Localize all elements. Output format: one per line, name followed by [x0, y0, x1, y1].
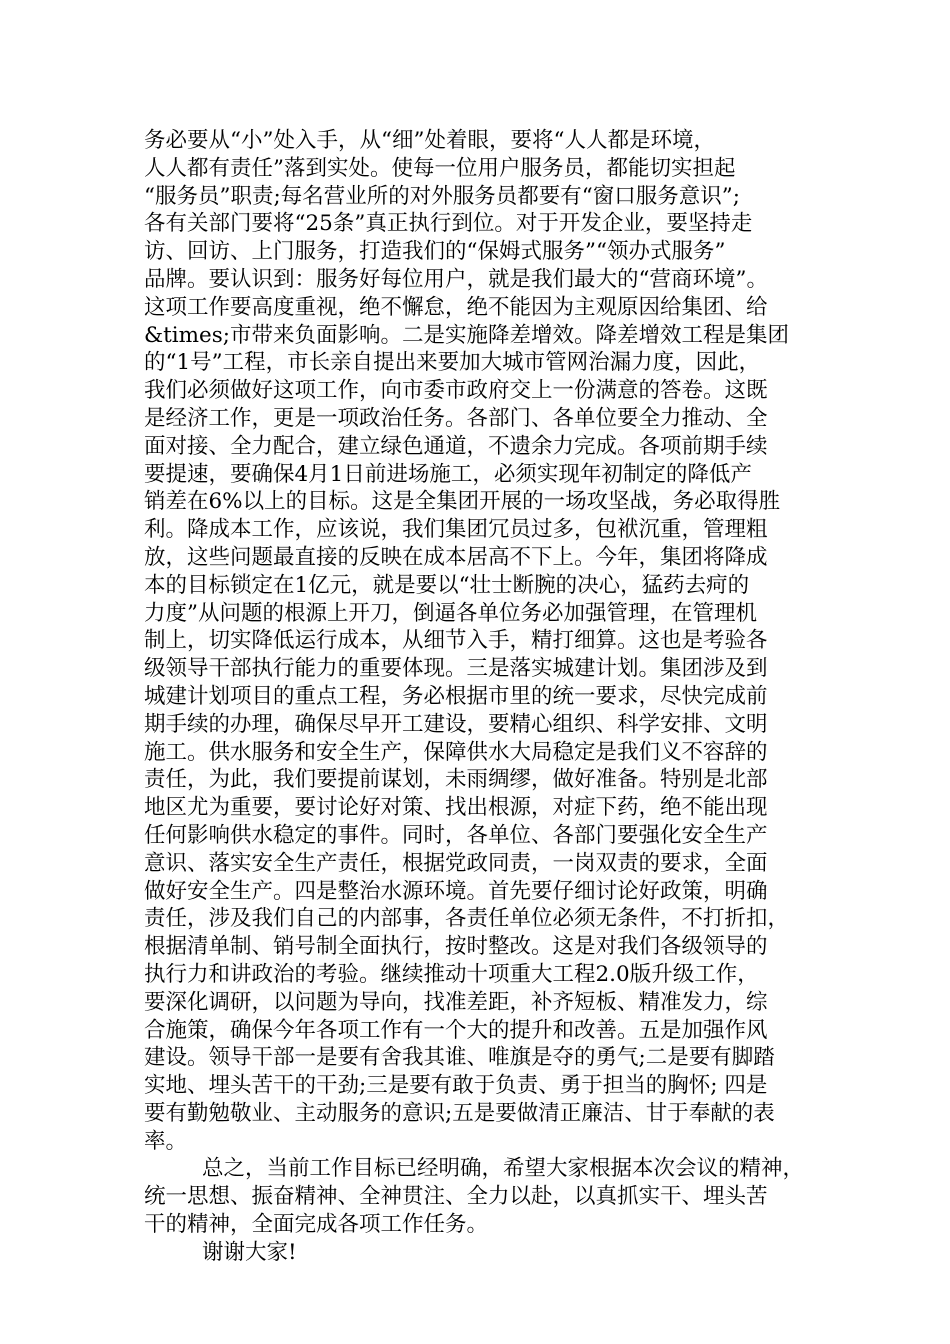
text-line: 放，这些问题最直接的反映在成本居高不下上。今年，集团将降成 — [144, 544, 768, 570]
text-line: 制上，切实降低运行成本，从细节入手，精打细算。这也是考验各 — [144, 628, 768, 654]
text-line: 销差在6%以上的目标。这是全集团开展的一场攻坚战，务必取得胜 — [144, 489, 781, 515]
document-page — [144, 127, 812, 1267]
text-line: 这项工作要高度重视，绝不懈怠，绝不能因为主观原因给集团、给 — [144, 294, 768, 320]
closing-paragraph — [144, 1155, 812, 1238]
text-line: 责任，涉及我们自己的内部事，各责任单位必须无条件，不打折扣， — [144, 906, 790, 932]
text-line: 执行力和讲政治的考验。继续推动十项重大工程2.0版升级工作， — [144, 961, 759, 987]
text-line: 地区尤为重要，要讨论好对策、找出根源，对症下药，绝不能出现 — [144, 795, 768, 821]
text-line: 城建计划项目的重点工程，务必根据市里的统一要求，尽快完成前 — [144, 683, 768, 709]
text-line: 责任，为此，我们要提前谋划，未雨绸缪，做好准备。特别是北部 — [144, 767, 768, 793]
text-line: 品牌。要认识到：服务好每位用户，就是我们最大的“营商环境”。 — [144, 266, 768, 292]
text-line: “服务员”职责;每名营业所的对外服务员都要有“窗口服务意识”; — [144, 183, 740, 209]
text-line: 级领导干部执行能力的重要体现。三是落实城建计划。集团涉及到 — [144, 656, 768, 682]
text-line: 根据清单制、销号制全面执行，按时整改。这是对我们各级领导的 — [144, 934, 768, 960]
text-line: 力度”从问题的根源上开刀，倒逼各单位务必加强管理，在管理机 — [144, 600, 757, 626]
text-line: 统一思想、振奋精神、全神贯注、全力以赴，以真抓实干、埋头苦 — [144, 1184, 768, 1210]
text-line: 意识、落实安全生产责任，根据党政同责，一岗双责的要求，全面 — [144, 850, 768, 876]
text-line: 务必要从“小”处入手，从“细”处着眼，要将“人人都是环境， — [144, 128, 715, 153]
text-line: 干的精神，全面完成各项工作任务。 — [144, 1212, 489, 1238]
text-line: 的“1号”工程，市长亲自提出来要加大城市管网治漏力度，因此， — [144, 350, 761, 376]
text-line: 总之，当前工作目标已经明确，希望大家根据本次会议的精神， — [202, 1156, 805, 1182]
text-line: 实地、埋头苦干的干劲;三是要有敢于负责、勇于担当的胸怀; 四是 — [144, 1073, 768, 1099]
text-line: 施工。供水服务和安全生产，保障供水大局稳定是我们义不容辞的 — [144, 739, 768, 765]
text-line: 面对接、全力配合，建立绿色通道，不遗余力完成。各项前期手续 — [144, 433, 768, 459]
text-line: 建设。领导干部一是要有舍我其谁、唯旗是夺的勇气;二是要有脚踏 — [144, 1045, 775, 1071]
text-line: 任何影响供水稳定的事件。同时，各单位、各部门要强化安全生产 — [144, 822, 768, 848]
text-line: 是经济工作，更是一项政治任务。各部门、各单位要全力推动、全 — [144, 405, 768, 431]
text-line: 合施策，确保今年各项工作有一个大的提升和改善。五是加强作风 — [144, 1017, 768, 1043]
text-line: 期手续的办理，确保尽早开工建设，要精心组织、科学安排、文明 — [144, 711, 768, 737]
text-line: 人人都有责任”落到实处。使每一位用户服务员，都能切实担起 — [144, 155, 736, 181]
text-line: &times;市带来负面影响。二是实施降差增效。降差增效工程是集团 — [144, 322, 790, 348]
text-line: 利。降成本工作，应该说，我们集团冗员过多，包袱沉重，管理粗 — [144, 517, 768, 543]
text-line: 我们必须做好这项工作，向市委市政府交上一份满意的答卷。这既 — [144, 378, 768, 404]
thanks-paragraph — [144, 1239, 812, 1267]
text-line: 各有关部门要将“25条”真正执行到位。对于开发企业，要坚持走 — [144, 211, 753, 237]
text-line: 要提速，要确保4月1日前进场施工，必须实现年初制定的降低产 — [144, 461, 752, 487]
body-paragraph — [144, 127, 812, 1155]
thanks-line: 谢谢大家! — [202, 1239, 297, 1265]
text-line: 要深化调研，以问题为导向，找准差距，补齐短板、精准发力，综 — [144, 989, 768, 1015]
text-line: 访、回访、上门服务，打造我们的“保姆式服务”“领办式服务” — [144, 239, 726, 265]
text-line: 做好安全生产。四是整治水源环境。首先要仔细讨论好政策，明确 — [144, 878, 768, 904]
text-line: 率。 — [144, 1128, 188, 1154]
text-line: 本的目标锁定在1亿元，就是要以“壮士断腕的决心，猛药去疴的 — [144, 572, 750, 598]
text-line: 要有勤勉敬业、主动服务的意识;五是要做清正廉洁、甘于奉献的表 — [144, 1100, 775, 1126]
